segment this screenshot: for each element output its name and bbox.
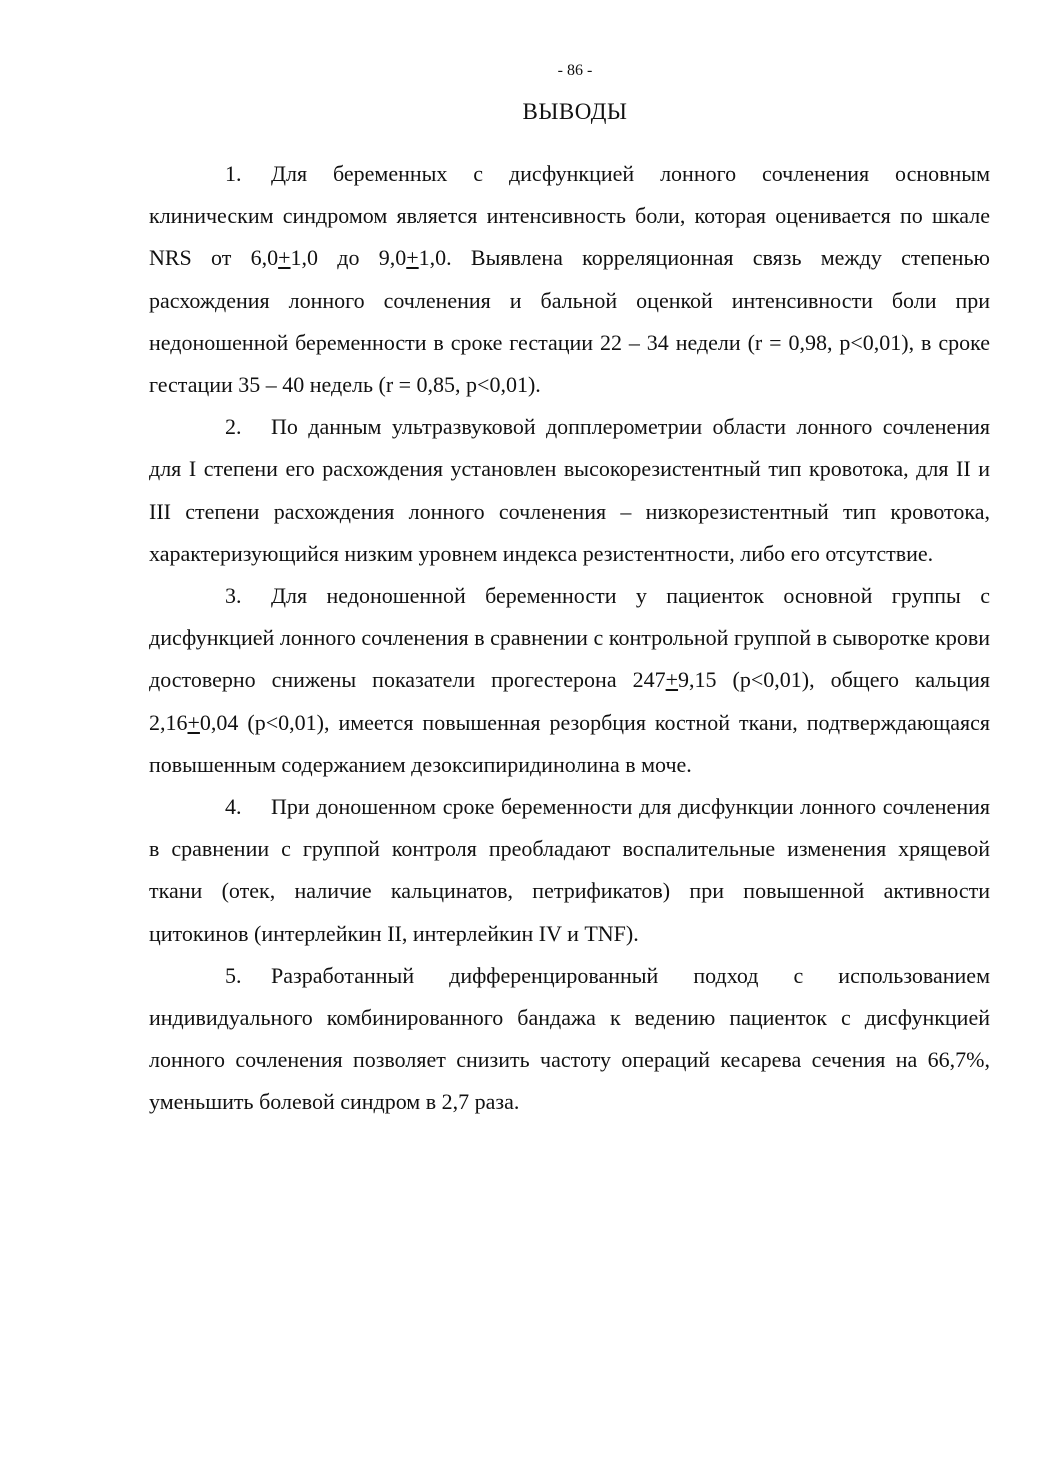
plus-minus-sign: + [665, 667, 679, 693]
conclusion-number: 3. [225, 583, 242, 609]
conclusion-number: 1. [225, 161, 242, 186]
conclusion-text: Для беременных с дисфункцией лонного сочленения основным клиническим синдромом является интенсивность боли, которая оценивается по шкале NRS от 6,0 [149, 161, 990, 271]
plus-minus-sign: + [187, 709, 200, 735]
conclusion-text: По данным ультразвуковой допплерометрии области лонного сочленения для I степени его расхождения установлен высокорезистентный тип кровотока, для II и III степени расхождения лонного сочленения – низкорезистентный тип кровотока, характеризующийся низким уровнем индекса резистентности, либо его отсутствие. [149, 414, 990, 566]
plus-minus-sign: + [278, 245, 291, 271]
page-title: ВЫВОДЫ [522, 99, 628, 124]
conclusion-number: 5. [225, 962, 242, 988]
conclusion-item-4 [149, 786, 990, 955]
conclusion-item-5 [149, 955, 990, 1124]
conclusion-text: 1,0. Выявлена корреляционная связь между степенью расхождения лонного сочленения и бальной оценкой интенсивности боли при недоношенной беременности в сроке гестации 22 – 34 недели (r = 0,98, p<0,01), в сроке гестации 35 – 40 недель (r = 0,85, p<0,01). [149, 245, 990, 398]
plus-minus-sign: + [406, 245, 419, 271]
conclusion-text: При доношенном сроке беременности для дисфункции лонного сочленения в сравнении с группой контроля преобладают воспалительные изменения хрящевой ткани (отек, наличие кальцинатов, петрификатов) при повышенной активности цитокинов (интерлейкин II, интерлейкин IV и TNF). [149, 794, 990, 946]
conclusion-text: Для недоношенной беременности у пациенток основной группы с дисфункцией лонного сочленения в сравнении с контрольной группой в сыворотке крови достоверно снижены показатели прогестерона 247 [149, 583, 990, 693]
conclusion-item-3 [149, 575, 990, 786]
page-number: - 86 - [557, 62, 593, 79]
conclusion-item-1 [149, 153, 990, 406]
conclusions-list [149, 153, 990, 1124]
conclusion-text: 0,04 (p<0,01), имеется повышенная резорбция костной ткани, подтверждающаяся повышенным содержанием дезоксипиридинолина в моче. [149, 709, 990, 777]
conclusion-text: Разработанный дифференцированный подход с использованием индивидуального комбинированного бандажа к ведению пациенток с дисфункцией лонного сочленения позволяет снизить частоту операций кесарева сечения на 66,7%, уменьшить болевой синдром в 2,7 раза. [149, 962, 990, 1115]
conclusion-number: 2. [225, 414, 242, 440]
conclusion-item-2 [149, 406, 990, 575]
conclusion-number: 4. [225, 794, 242, 820]
conclusion-text: 1,0 до 9,0 [290, 245, 407, 271]
conclusion-text: 9,15 (p<0,01), общего кальция 2,16 [149, 667, 990, 735]
